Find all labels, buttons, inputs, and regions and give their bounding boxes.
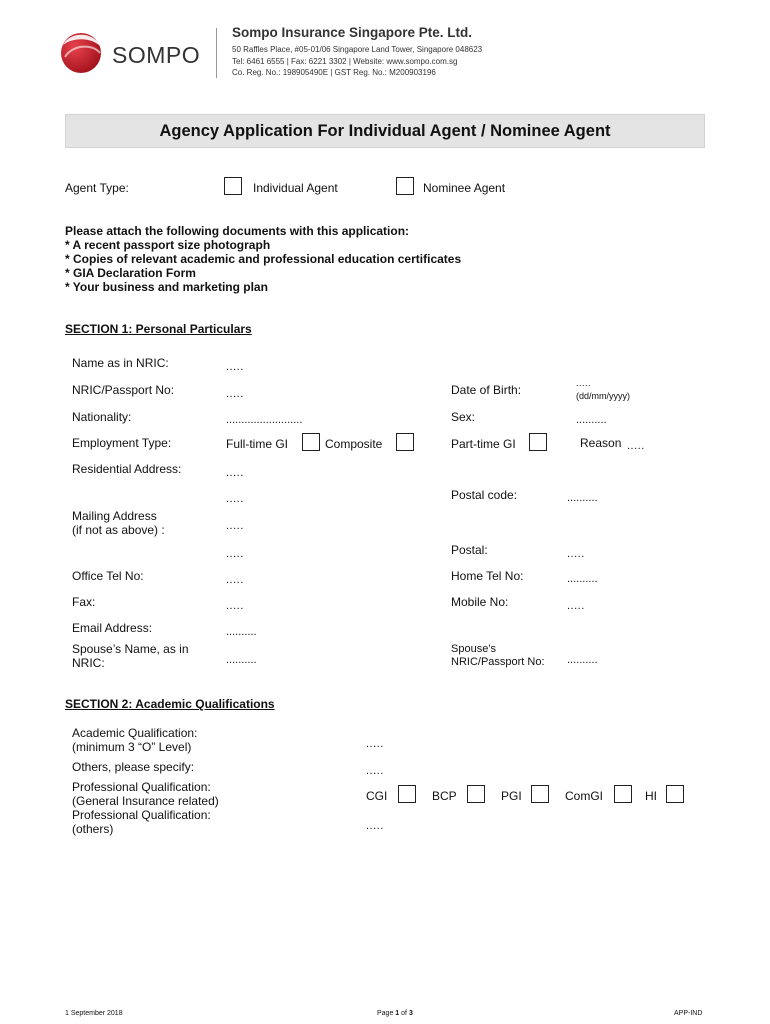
company-name: Sompo Insurance Singapore Pte. Ltd. (232, 25, 473, 40)
reason-field[interactable]: ..... (627, 440, 645, 452)
nationality-label: Nationality: (72, 410, 132, 424)
attachment-item: * Copies of relevant academic and professional education certificates (65, 252, 462, 266)
spouse-name-label: Spouse’s Name, as in (72, 642, 189, 656)
dob-label: Date of Birth: (451, 383, 522, 397)
academic-qualification-field[interactable]: ..... (366, 738, 384, 750)
office-tel-field[interactable]: ..... (226, 574, 244, 586)
sex-field[interactable]: .......... (576, 414, 607, 426)
name-label: Name as in NRIC: (72, 356, 169, 370)
comgi-label: ComGI (565, 789, 604, 803)
page-title: Agency Application For Individual Agent / Nominee Agent (159, 122, 611, 140)
fulltime-gi-label: Full-time GI (226, 437, 289, 451)
residential-address-label: Residential Address: (72, 462, 182, 476)
mailing-address-line2-field[interactable]: ..... (226, 548, 244, 560)
footer-date: 1 September 2018 (65, 1010, 123, 1017)
professional-qualification-sublabel: (General Insurance related) (72, 794, 219, 808)
email-field[interactable]: .......... (226, 626, 257, 638)
composite-label: Composite (325, 437, 383, 451)
section1-heading: SECTION 1: Personal Particulars (65, 322, 252, 336)
company-contact: Tel: 6461 6555 | Fax: 6221 3302 | Website: www.sompo.com.sg (232, 57, 458, 66)
residential-address-field[interactable]: ..... (226, 467, 244, 479)
residential-address-line2-field[interactable]: ..... (226, 493, 244, 505)
bcp-checkbox[interactable] (467, 785, 485, 803)
company-address: 50 Raffles Place, #05-01/06 Singapore Land Tower, Singapore 048623 (232, 45, 483, 54)
spouse-nric-label: Spouse’s (451, 643, 497, 655)
professional-qualification-others-sublabel: (others) (72, 822, 114, 836)
spouse-name-field[interactable]: .......... (226, 654, 257, 666)
others-specify-label: Others, please specify: (72, 760, 195, 774)
logo-text: SOMPO (112, 42, 201, 68)
home-tel-field[interactable]: .......... (567, 573, 598, 585)
parttime-gi-label: Part-time GI (451, 437, 516, 451)
footer-form-code: APP-IND (674, 1010, 703, 1017)
dob-field[interactable]: ..... (576, 378, 592, 388)
composite-checkbox[interactable] (396, 433, 414, 451)
hi-label: HI (645, 789, 657, 803)
professional-qualification-label: Professional Qualification: (72, 780, 211, 794)
dob-hint: (dd/mm/yyyy) (576, 391, 630, 401)
parttime-gi-checkbox[interactable] (529, 433, 547, 451)
page-current: 1 (395, 1010, 400, 1017)
postal-field[interactable]: ..... (567, 548, 585, 560)
hi-checkbox[interactable] (666, 785, 684, 803)
spouse-name-sublabel: NRIC: (72, 656, 105, 670)
section2-heading: SECTION 2: Academic Qualifications (65, 697, 275, 711)
agent-type-label: Agent Type: (65, 181, 129, 195)
footer-page-number (377, 1010, 413, 1017)
mobile-label: Mobile No: (451, 595, 509, 609)
fax-field[interactable]: ..... (226, 600, 244, 612)
academic-qualification-label: Academic Qualification: (72, 726, 198, 740)
bcp-label: BCP (432, 789, 457, 803)
attachment-item: * GIA Declaration Form (65, 266, 196, 280)
nationality-field[interactable]: ......................... (226, 414, 303, 426)
comgi-checkbox[interactable] (614, 785, 632, 803)
mobile-field[interactable]: ..... (567, 600, 585, 612)
page-prefix: Page (377, 1010, 396, 1017)
postal-code-field[interactable]: .......... (567, 492, 598, 504)
nric-label: NRIC/Passport No: (72, 383, 175, 397)
academic-qualification-sublabel: (minimum 3 “O” Level) (72, 740, 192, 754)
company-registration: Co. Reg. No.: 198905490E | GST Reg. No.: M200903196 (232, 68, 436, 77)
name-field[interactable]: ..... (226, 361, 244, 373)
cgi-checkbox[interactable] (398, 785, 416, 803)
office-tel-label: Office Tel No: (72, 569, 144, 583)
page-total: 3 (408, 1010, 413, 1017)
sompo-logo-mark (56, 29, 106, 75)
reason-label: Reason (580, 436, 622, 450)
attachment-item: * Your business and marketing plan (65, 280, 268, 294)
nominee-agent-checkbox[interactable] (396, 177, 414, 195)
attachments-heading: Please attach the following documents with this application: (65, 224, 410, 238)
header-divider (216, 28, 217, 78)
mailing-address-field[interactable]: ..... (226, 520, 244, 532)
employment-type-label: Employment Type: (72, 436, 172, 450)
fax-label: Fax: (72, 595, 96, 609)
fulltime-gi-checkbox[interactable] (302, 433, 320, 451)
nric-field[interactable]: ..... (226, 388, 244, 400)
cgi-label: CGI (366, 789, 388, 803)
email-label: Email Address: (72, 621, 153, 635)
pgi-label: PGI (501, 789, 522, 803)
mailing-address-sublabel: (if not as above) : (72, 523, 165, 537)
nominee-agent-label: Nominee Agent (423, 181, 506, 195)
postal-code-label: Postal code: (451, 488, 518, 502)
professional-qualification-others-field[interactable]: ..... (366, 820, 384, 832)
pgi-checkbox[interactable] (531, 785, 549, 803)
attachment-item: * A recent passport size photograph (65, 238, 271, 252)
spouse-nric-sublabel: NRIC/Passport No: (451, 656, 545, 668)
sex-label: Sex: (451, 410, 476, 424)
spouse-nric-field[interactable]: .......... (567, 654, 598, 666)
individual-agent-checkbox[interactable] (224, 177, 242, 195)
professional-qualification-others-label: Professional Qualification: (72, 808, 211, 822)
others-specify-field[interactable]: ..... (366, 765, 384, 777)
postal-label: Postal: (451, 543, 488, 557)
home-tel-label: Home Tel No: (451, 569, 524, 583)
page-of: of (399, 1010, 409, 1017)
individual-agent-label: Individual Agent (253, 181, 338, 195)
mailing-address-label: Mailing Address (72, 509, 157, 523)
